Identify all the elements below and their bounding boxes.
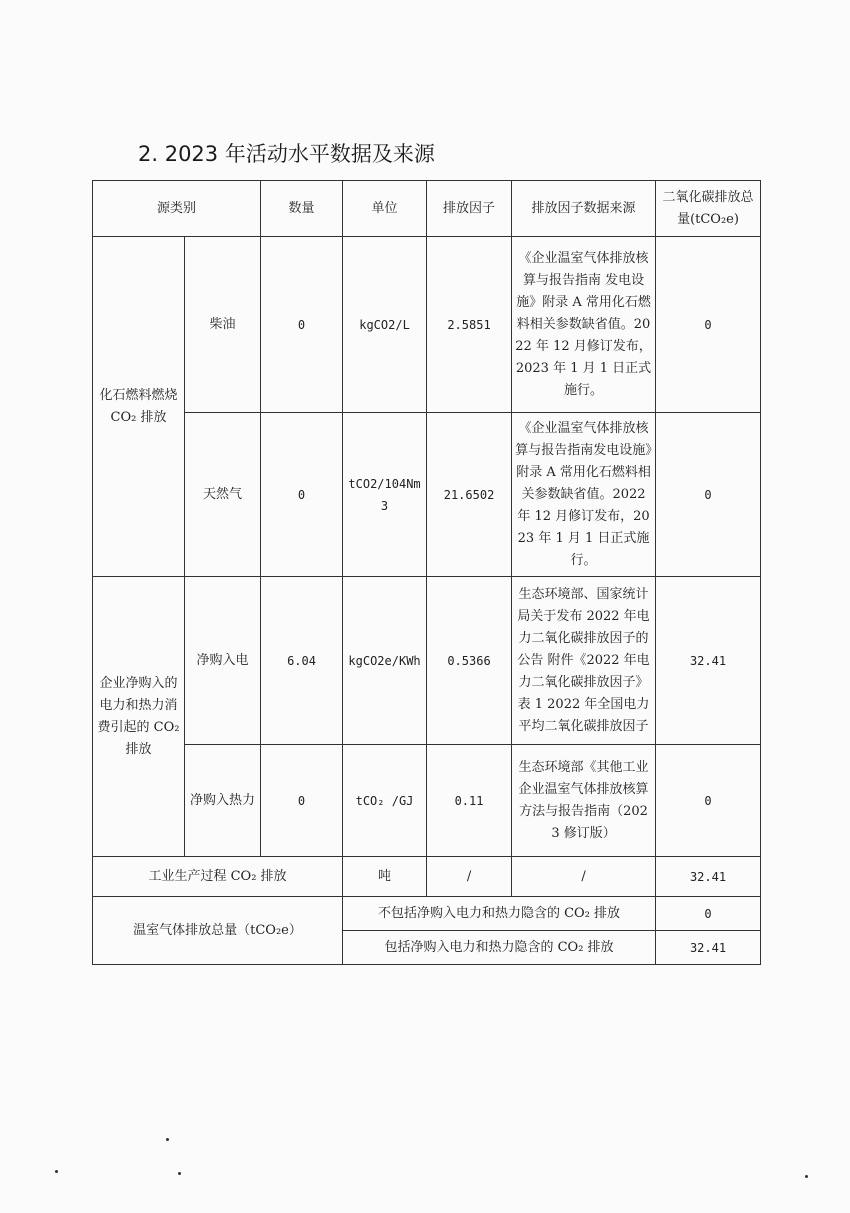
industrial-total: 32.41 [656,857,761,897]
industrial-label: 工业生产过程 CO₂ 排放 [93,857,343,897]
page-title: 2. 2023 年活动水平数据及来源 [138,142,435,166]
row-factor: 0.5366 [427,577,512,745]
row-name: 天然气 [185,413,261,577]
scan-speck [55,1170,58,1173]
group-fossil: 化石燃料燃烧 CO₂ 排放 [93,237,185,577]
row-factor: 21.6502 [427,413,512,577]
scan-speck [805,1175,808,1178]
row-total: 32.41 [656,577,761,745]
table-row [93,237,761,413]
summary-incl-label: 包括净购入电力和热力隐含的 CO₂ 排放 [343,931,656,965]
row-unit: tCO₂ /GJ [343,745,427,857]
industrial-row [93,857,761,897]
row-total: 0 [656,745,761,857]
row-total: 0 [656,413,761,577]
header-factor-source: 排放因子数据来源 [512,181,656,237]
header-unit: 单位 [343,181,427,237]
row-source: 《企业温室气体排放核算与报告指南 发电设施》附录 A 常用化石燃料相关参数缺省值。2022 年 12 月修订发布，2023 年 1 月 1 日正式施行。 [512,237,656,413]
row-quantity: 0 [261,413,343,577]
summary-row [93,897,761,931]
row-source: 生态环境部《其他工业企业温室气体排放核算方法与报告指南（2023 修订版） [512,745,656,857]
emissions-table [92,180,761,965]
row-name: 柴油 [185,237,261,413]
industrial-unit: 吨 [343,857,427,897]
table-row [93,577,761,745]
row-quantity: 6.04 [261,577,343,745]
row-unit: kgCO2e/KWh [343,577,427,745]
row-quantity: 0 [261,237,343,413]
row-name: 净购入热力 [185,745,261,857]
table-row [93,745,761,857]
industrial-factor: / [427,857,512,897]
row-total: 0 [656,237,761,413]
row-quantity: 0 [261,745,343,857]
header-total: 二氧化碳排放总量(tCO₂e) [656,181,761,237]
scan-speck [178,1172,181,1175]
row-factor: 0.11 [427,745,512,857]
table-header-row [93,181,761,237]
row-unit: kgCO2/L [343,237,427,413]
summary-excl-value: 0 [656,897,761,931]
group-purchased: 企业净购入的电力和热力消费引起的 CO₂ 排放 [93,577,185,857]
row-source: 《企业温室气体排放核算与报告指南发电设施》附录 A 常用化石燃料相关参数缺省值。2022 年 12 月修订发布，2023 年 1 月 1 日正式施行。 [512,413,656,577]
row-unit: tCO2/104Nm3 [343,413,427,577]
summary-label: 温室气体排放总量（tCO₂e） [93,897,343,965]
summary-incl-value: 32.41 [656,931,761,965]
row-factor: 2.5851 [427,237,512,413]
row-source: 生态环境部、国家统计局关于发布 2022 年电力二氧化碳排放因子的公告 附件《2022 年电力二氧化碳排放因子》表 1 2022 年全国电力平均二氧化碳排放因子 [512,577,656,745]
row-name: 净购入电 [185,577,261,745]
summary-excl-label: 不包括净购入电力和热力隐含的 CO₂ 排放 [343,897,656,931]
header-quantity: 数量 [261,181,343,237]
scan-speck [166,1138,169,1141]
table-row [93,413,761,577]
header-source-type: 源类别 [93,181,261,237]
header-factor: 排放因子 [427,181,512,237]
industrial-source: / [512,857,656,897]
